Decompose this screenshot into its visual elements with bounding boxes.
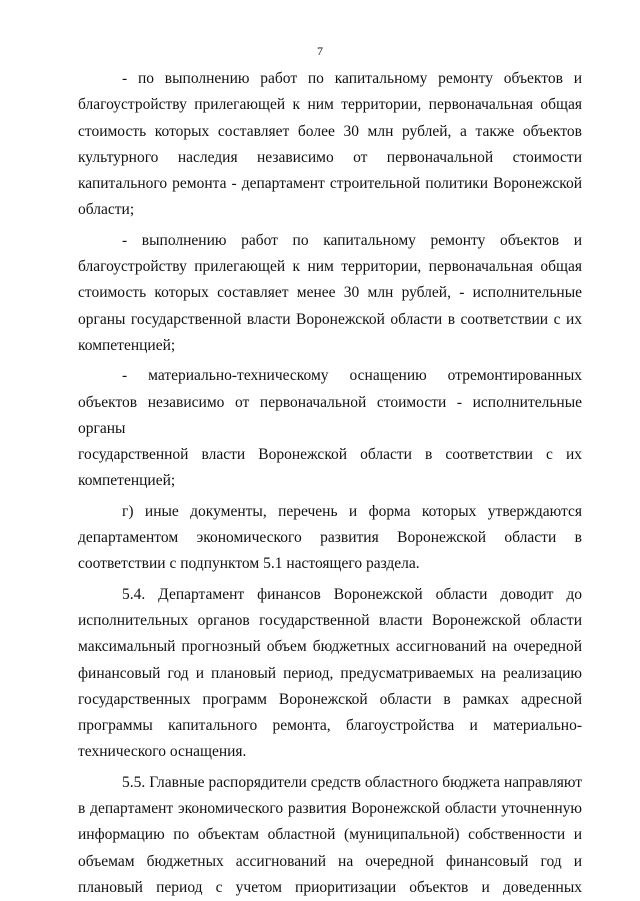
paragraph-line: компетенцией; (78, 336, 176, 354)
paragraph-line: в департамент экономического развития Воронежской области уточненную (78, 800, 582, 818)
paragraph-line: технического оснащения. (78, 743, 247, 761)
paragraph-line: исполнительных органов государственной власти Воронежской области (78, 611, 582, 629)
paragraph-line: максимальный прогнозный объем бюджетных ассигнований на очередной (78, 638, 582, 656)
paragraph-line: благоустройству прилегающей к ним территории, первоначальная общая (78, 258, 582, 276)
paragraph-line: программы капитального ремонта, благоустройства и материально- (78, 717, 582, 735)
paragraph-line: департаментом экономического развития Воронежской области в (78, 529, 582, 547)
paragraph-section-5-4 (78, 582, 582, 766)
paragraph-line: культурного наследия независимо от первоначальной стоимости (78, 148, 582, 166)
paragraph-line: г) иные документы, перечень и форма которых утверждаются (122, 502, 582, 520)
paragraph-line: 5.5. Главные распорядители средств областного бюджета направляют (122, 773, 582, 791)
paragraph-line: - по выполнению работ по капитальному ремонту объектов и (122, 70, 582, 87)
page-number: 7 (317, 44, 323, 58)
paragraph-line: финансовый год и плановый период, предусматриваемых на реализацию (78, 664, 582, 682)
paragraph-line: соответствии с подпунктом 5.1 настоящего раздела. (78, 555, 420, 573)
paragraph-line: органы государственной власти Воронежской области в соответствии с их (78, 310, 582, 328)
paragraph-line: государственных программ Воронежской области в рамках адресной (78, 690, 582, 708)
paragraph-technical-equipment (78, 363, 582, 494)
paragraph-line: объектов независимо от первоначальной стоимости - исполнительные органы (78, 393, 582, 437)
paragraph-capital-repair-under-30m (78, 228, 582, 359)
paragraph-line: благоустройству прилегающей к ним территории, первоначальная общая (78, 96, 582, 114)
paragraph-section-5-5 (78, 770, 582, 901)
paragraph-line: плановый период с учетом приоритизации объектов и доведенных (78, 878, 582, 896)
paragraph-line: стоимость которых составляет менее 30 млн рублей, - исполнительные (78, 284, 582, 302)
document-body (78, 66, 582, 901)
paragraph-line: - материально-техническому оснащению отремонтированных (122, 367, 582, 385)
paragraph-line: стоимость которых составляет более 30 млн рублей, а также объектов (78, 122, 582, 140)
paragraph-line: - выполнению работ по капитальному ремонту объектов и (122, 231, 582, 249)
paragraph-line: 5.4. Департамент финансов Воронежской области доводит до (122, 585, 582, 603)
paragraph-line: объемам бюджетных ассигнований на очередной финансовый год и (78, 852, 582, 870)
paragraph-line: государственной власти Воронежской области в соответствии с их (78, 446, 582, 464)
paragraph-line: информацию по объектам областной (муниципальной) собственности и (78, 826, 582, 844)
paragraph-capital-repair-over-30m (78, 66, 582, 224)
paragraph-other-documents (78, 499, 582, 578)
paragraph-line: капитального ремонта - департамент строительной политики Воронежской (78, 175, 582, 193)
paragraph-line: компетенцией; (78, 472, 176, 490)
paragraph-line: области; (78, 201, 135, 219)
